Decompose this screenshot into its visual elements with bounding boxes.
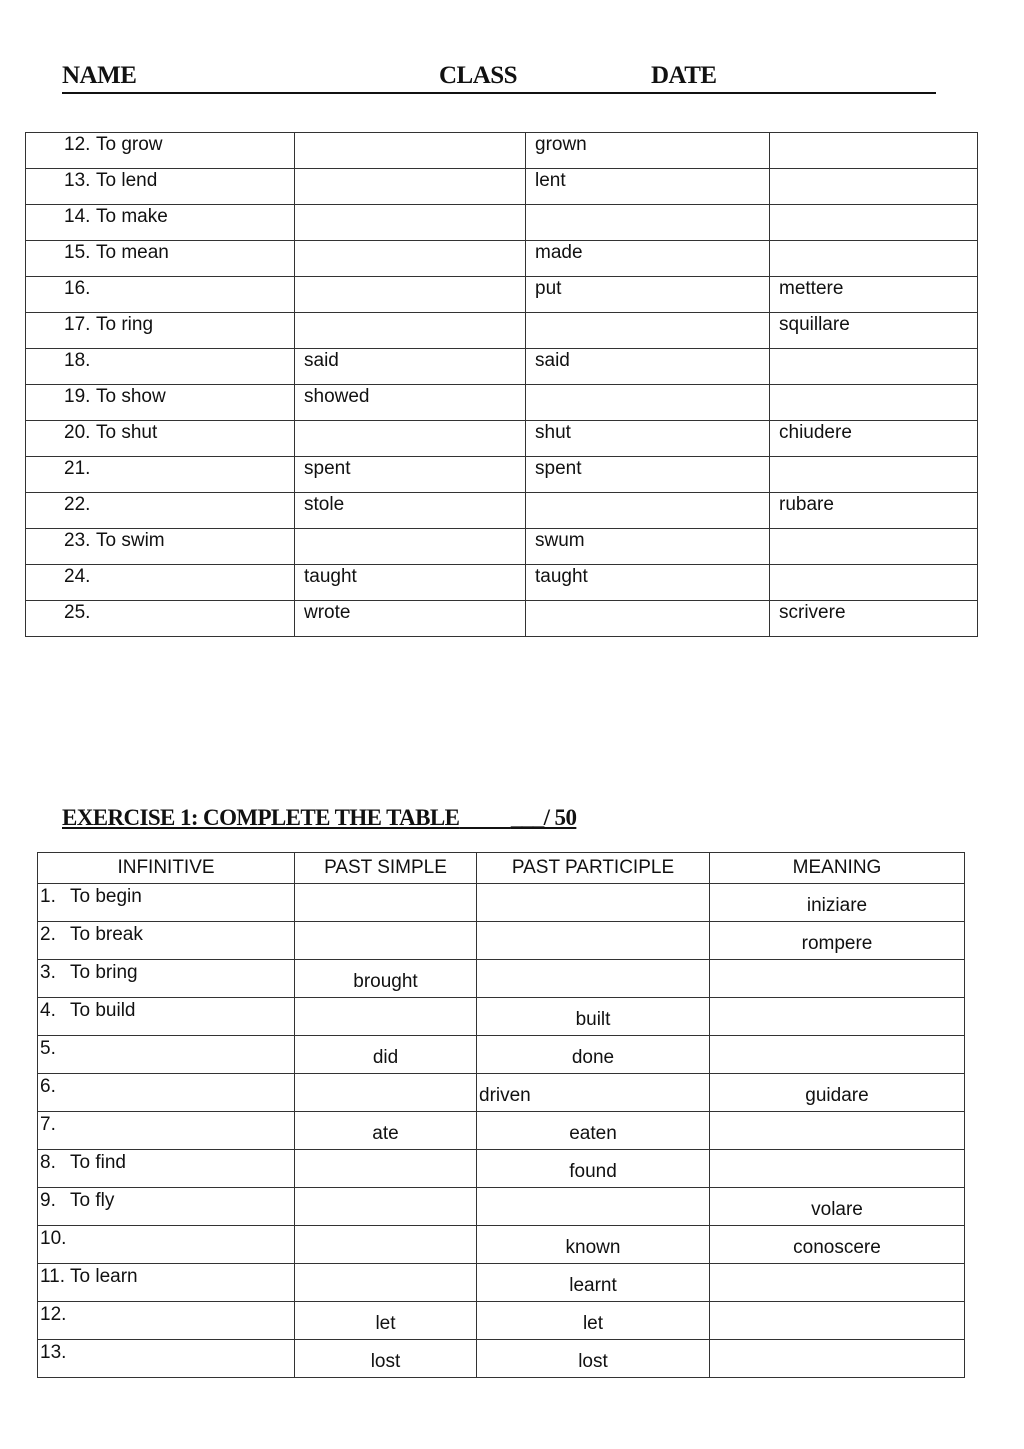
table-row xyxy=(26,277,978,313)
past-participle-text: known xyxy=(565,1237,621,1258)
infinitive-cell[interactable] xyxy=(38,1074,295,1112)
meaning-text: rubare xyxy=(779,494,834,515)
infinitive-entry xyxy=(40,962,138,984)
past-participle-cell[interactable] xyxy=(526,421,770,457)
past-participle-text: lost xyxy=(578,1351,608,1372)
meaning-text: conoscere xyxy=(793,1237,881,1258)
past-participle-cell[interactable] xyxy=(477,998,710,1036)
past-participle-cell[interactable] xyxy=(477,1150,710,1188)
meaning-cell[interactable] xyxy=(770,529,978,565)
table-row xyxy=(26,205,978,241)
infinitive-cell[interactable] xyxy=(38,884,295,922)
row-number: 21. xyxy=(64,458,91,479)
infinitive-text: To make xyxy=(96,206,168,227)
meaning-cell[interactable] xyxy=(710,1302,965,1340)
past-simple-cell[interactable] xyxy=(295,1150,477,1188)
row-number: 10. xyxy=(40,1228,67,1249)
past-simple-text: taught xyxy=(304,566,357,587)
table-row xyxy=(26,565,978,601)
meaning-cell[interactable] xyxy=(770,169,978,205)
past-participle-text: spent xyxy=(535,458,582,479)
past-simple-text: let xyxy=(375,1313,396,1334)
table-row xyxy=(38,1226,965,1264)
past-participle-text: found xyxy=(569,1161,617,1182)
past-simple-text: showed xyxy=(304,386,370,407)
meaning-text: guidare xyxy=(805,1085,869,1106)
table-row xyxy=(26,385,978,421)
infinitive-cell[interactable] xyxy=(38,960,295,998)
past-participle-text: taught xyxy=(535,566,588,587)
past-simple-cell[interactable] xyxy=(295,1188,477,1226)
past-participle-cell[interactable] xyxy=(526,205,770,241)
past-simple-cell[interactable] xyxy=(295,385,526,421)
row-number: 20. xyxy=(64,422,91,443)
infinitive-cell[interactable] xyxy=(38,1036,295,1074)
meaning-cell[interactable] xyxy=(710,1112,965,1150)
past-simple-cell[interactable] xyxy=(295,565,526,601)
row-number: 15. xyxy=(64,242,91,263)
past-simple-text: did xyxy=(372,1047,399,1068)
past-simple-cell[interactable] xyxy=(295,349,526,385)
past-participle-cell[interactable] xyxy=(477,1188,710,1226)
meaning-cell[interactable] xyxy=(710,1188,965,1226)
past-participle-cell[interactable] xyxy=(526,349,770,385)
meaning-text: scrivere xyxy=(779,602,846,623)
past-participle-cell[interactable] xyxy=(477,1036,710,1074)
row-number: 2. xyxy=(40,924,56,945)
past-participle-cell[interactable] xyxy=(526,277,770,313)
past-participle-text: built xyxy=(575,1009,611,1030)
past-simple-cell[interactable] xyxy=(295,922,477,960)
infinitive-cell[interactable] xyxy=(26,133,295,169)
meaning-cell[interactable] xyxy=(710,1074,965,1112)
meaning-cell[interactable] xyxy=(770,457,978,493)
row-number: 19. xyxy=(64,386,91,407)
past-participle-cell[interactable] xyxy=(477,1226,710,1264)
past-participle-text: put xyxy=(535,278,562,299)
row-number: 16. xyxy=(64,278,91,299)
infinitive-cell[interactable] xyxy=(38,1264,295,1302)
past-participle-text: lent xyxy=(535,170,566,191)
row-number: 17. xyxy=(64,314,91,335)
meaning-cell[interactable] xyxy=(710,998,965,1036)
row-number: 24. xyxy=(64,566,91,587)
past-participle-cell[interactable] xyxy=(526,565,770,601)
infinitive-cell[interactable] xyxy=(26,205,295,241)
past-simple-cell[interactable] xyxy=(295,1226,477,1264)
past-participle-cell[interactable] xyxy=(526,385,770,421)
row-number: 13. xyxy=(64,170,91,191)
row-number: 23. xyxy=(64,530,91,551)
header-past-simple: PAST SIMPLE xyxy=(295,853,477,884)
infinitive-cell[interactable] xyxy=(38,1112,295,1150)
past-participle-cell[interactable] xyxy=(526,313,770,349)
infinitive-text: To build xyxy=(70,1000,136,1021)
exercise-title xyxy=(62,805,576,831)
past-simple-cell[interactable] xyxy=(295,1112,477,1150)
row-number: 1. xyxy=(40,886,56,907)
row-number: 14. xyxy=(64,206,91,227)
past-participle-cell[interactable] xyxy=(477,1340,710,1378)
past-participle-cell[interactable] xyxy=(526,493,770,529)
exercise-score: ___/ 50 xyxy=(510,805,577,830)
past-participle-cell[interactable] xyxy=(526,169,770,205)
table-row xyxy=(26,421,978,457)
class-label: CLASS xyxy=(439,62,518,89)
meaning-cell[interactable] xyxy=(710,1226,965,1264)
past-participle-cell[interactable] xyxy=(526,601,770,637)
infinitive-text: To shut xyxy=(96,422,158,443)
past-participle-cell[interactable] xyxy=(477,1264,710,1302)
past-participle-cell[interactable] xyxy=(477,922,710,960)
infinitive-cell[interactable] xyxy=(38,1188,295,1226)
infinitive-text: To find xyxy=(70,1152,126,1173)
student-info-header xyxy=(62,60,936,94)
past-simple-text: said xyxy=(304,350,339,371)
infinitive-cell[interactable] xyxy=(38,922,295,960)
meaning-cell[interactable] xyxy=(770,205,978,241)
past-simple-cell[interactable] xyxy=(295,133,526,169)
exercise-title-text: EXERCISE 1: COMPLETE THE TABLE xyxy=(62,805,460,830)
infinitive-entry xyxy=(40,1114,70,1136)
infinitive-entry xyxy=(40,1038,70,1060)
past-simple-cell[interactable] xyxy=(295,1264,477,1302)
table-row xyxy=(38,998,965,1036)
past-simple-cell[interactable] xyxy=(295,169,526,205)
meaning-text: volare xyxy=(811,1199,863,1220)
past-simple-text: wrote xyxy=(304,602,351,623)
infinitive-cell[interactable] xyxy=(26,241,295,277)
meaning-cell[interactable] xyxy=(770,565,978,601)
past-simple-cell[interactable] xyxy=(295,421,526,457)
past-participle-text: grown xyxy=(535,134,587,155)
past-simple-cell[interactable] xyxy=(295,529,526,565)
infinitive-entry xyxy=(40,924,143,946)
past-simple-cell[interactable] xyxy=(295,277,526,313)
meaning-text: rompere xyxy=(801,933,873,954)
infinitive-text: To ring xyxy=(96,314,154,335)
past-simple-cell[interactable] xyxy=(295,601,526,637)
past-simple-text: stole xyxy=(304,494,345,515)
infinitive-text: To break xyxy=(70,924,143,945)
table-row xyxy=(38,1150,965,1188)
row-number: 12. xyxy=(64,134,91,155)
infinitive-entry xyxy=(40,886,142,908)
infinitive-cell[interactable] xyxy=(26,385,295,421)
infinitive-entry xyxy=(40,1000,136,1022)
infinitive-cell[interactable] xyxy=(38,998,295,1036)
past-simple-cell[interactable] xyxy=(295,1074,477,1112)
table-row xyxy=(38,922,965,960)
meaning-cell[interactable] xyxy=(770,385,978,421)
infinitive-cell[interactable] xyxy=(38,1302,295,1340)
table-row xyxy=(38,1340,965,1378)
infinitive-cell[interactable] xyxy=(38,1150,295,1188)
table-row xyxy=(26,601,978,637)
row-number: 9. xyxy=(40,1190,56,1211)
past-participle-cell[interactable] xyxy=(477,1074,710,1112)
past-participle-cell[interactable] xyxy=(526,457,770,493)
past-participle-cell[interactable] xyxy=(477,1302,710,1340)
infinitive-cell[interactable] xyxy=(26,565,295,601)
past-participle-cell[interactable] xyxy=(477,884,710,922)
past-simple-cell[interactable] xyxy=(295,1340,477,1378)
meaning-cell[interactable] xyxy=(710,1340,965,1378)
table-row xyxy=(26,241,978,277)
exercise-header-row xyxy=(38,853,965,884)
past-simple-cell[interactable] xyxy=(295,884,477,922)
meaning-cell[interactable] xyxy=(710,1264,965,1302)
infinitive-cell[interactable] xyxy=(26,313,295,349)
infinitive-cell[interactable] xyxy=(26,277,295,313)
past-participle-cell[interactable] xyxy=(477,960,710,998)
table-row xyxy=(26,493,978,529)
infinitive-text: To mean xyxy=(96,242,169,263)
exercise-table xyxy=(37,852,965,1378)
past-participle-text: made xyxy=(535,242,583,263)
table-row xyxy=(38,1036,965,1074)
header-meaning: MEANING xyxy=(710,853,965,884)
past-simple-cell[interactable] xyxy=(295,457,526,493)
infinitive-entry xyxy=(40,1266,138,1288)
past-participle-text: let xyxy=(582,1313,604,1334)
infinitive-text: To bring xyxy=(70,962,138,983)
meaning-text: mettere xyxy=(779,278,844,299)
meaning-cell[interactable] xyxy=(710,884,965,922)
table-row xyxy=(38,960,965,998)
row-number: 8. xyxy=(40,1152,56,1173)
infinitive-cell[interactable] xyxy=(26,457,295,493)
past-simple-text: lost xyxy=(370,1351,401,1372)
past-participle-text: done xyxy=(571,1047,615,1068)
meaning-cell[interactable] xyxy=(710,922,965,960)
infinitive-text: To begin xyxy=(70,886,142,907)
past-participle-text: driven xyxy=(479,1085,531,1106)
table-row xyxy=(38,1074,965,1112)
past-participle-text: swum xyxy=(535,530,585,551)
row-number: 13. xyxy=(40,1342,67,1363)
past-simple-cell[interactable] xyxy=(295,205,526,241)
row-number: 22. xyxy=(64,494,91,515)
past-simple-cell[interactable] xyxy=(295,313,526,349)
row-number: 6. xyxy=(40,1076,56,1097)
row-number: 3. xyxy=(40,962,56,983)
infinitive-cell[interactable] xyxy=(26,493,295,529)
past-simple-cell[interactable] xyxy=(295,1302,477,1340)
row-number: 12. xyxy=(40,1304,67,1325)
verb-table-continued xyxy=(25,132,978,637)
table-row xyxy=(38,1188,965,1226)
table-row xyxy=(38,1302,965,1340)
past-simple-text: ate xyxy=(372,1123,399,1144)
past-simple-cell[interactable] xyxy=(295,1036,477,1074)
row-number: 5. xyxy=(40,1038,56,1059)
infinitive-cell[interactable] xyxy=(38,1226,295,1264)
meaning-cell[interactable] xyxy=(770,421,978,457)
infinitive-text: To show xyxy=(96,386,166,407)
past-participle-text: shut xyxy=(535,422,571,443)
meaning-cell[interactable] xyxy=(710,960,965,998)
infinitive-cell[interactable] xyxy=(26,169,295,205)
meaning-text: chiudere xyxy=(779,422,852,443)
past-participle-cell[interactable] xyxy=(477,1112,710,1150)
table-row xyxy=(26,529,978,565)
past-simple-text: brought xyxy=(353,971,418,992)
table-row xyxy=(26,313,978,349)
infinitive-cell[interactable] xyxy=(26,529,295,565)
past-participle-cell[interactable] xyxy=(526,241,770,277)
name-label: NAME xyxy=(62,62,137,89)
infinitive-cell[interactable] xyxy=(26,421,295,457)
past-simple-text: spent xyxy=(304,458,351,479)
past-participle-text: learnt xyxy=(569,1275,617,1296)
infinitive-entry xyxy=(40,1304,70,1326)
meaning-text: squillare xyxy=(779,314,850,335)
meaning-cell[interactable] xyxy=(770,601,978,637)
row-number: 4. xyxy=(40,1000,56,1021)
row-number: 7. xyxy=(40,1114,56,1135)
past-simple-cell[interactable] xyxy=(295,241,526,277)
infinitive-entry xyxy=(40,1076,70,1098)
past-simple-cell[interactable] xyxy=(295,960,477,998)
past-simple-cell[interactable] xyxy=(295,493,526,529)
past-participle-text: said xyxy=(535,350,570,371)
infinitive-entry xyxy=(40,1228,70,1250)
table-row xyxy=(38,1264,965,1302)
infinitive-cell[interactable] xyxy=(38,1340,295,1378)
meaning-cell[interactable] xyxy=(770,493,978,529)
past-simple-cell[interactable] xyxy=(295,998,477,1036)
infinitive-cell[interactable] xyxy=(26,349,295,385)
infinitive-entry xyxy=(40,1342,70,1364)
infinitive-text: To grow xyxy=(96,134,163,155)
row-number: 25. xyxy=(64,602,91,623)
header-infinitive: INFINITIVE xyxy=(38,853,295,884)
row-number: 11. xyxy=(40,1266,66,1287)
infinitive-entry xyxy=(40,1152,126,1174)
infinitive-cell[interactable] xyxy=(26,601,295,637)
infinitive-text: To swim xyxy=(96,530,165,551)
infinitive-text: To lend xyxy=(96,170,158,191)
row-number: 18. xyxy=(64,350,91,371)
past-participle-text: eaten xyxy=(569,1123,617,1144)
table-row xyxy=(38,884,965,922)
table-row xyxy=(26,349,978,385)
past-participle-cell[interactable] xyxy=(526,133,770,169)
table-row xyxy=(38,1112,965,1150)
infinitive-text: To fly xyxy=(70,1190,115,1211)
meaning-cell[interactable] xyxy=(710,1036,965,1074)
table-row xyxy=(26,169,978,205)
meaning-text: iniziare xyxy=(806,895,868,916)
meaning-cell[interactable] xyxy=(770,241,978,277)
header-past-participle: PAST PARTICIPLE xyxy=(477,853,710,884)
meaning-cell[interactable] xyxy=(770,313,978,349)
table-row xyxy=(26,133,978,169)
infinitive-text: To learn xyxy=(70,1266,138,1287)
meaning-cell[interactable] xyxy=(770,349,978,385)
date-label: DATE xyxy=(651,62,717,89)
infinitive-entry xyxy=(40,1190,114,1212)
meaning-cell[interactable] xyxy=(710,1150,965,1188)
past-participle-cell[interactable] xyxy=(526,529,770,565)
meaning-cell[interactable] xyxy=(770,277,978,313)
meaning-cell[interactable] xyxy=(770,133,978,169)
table-row xyxy=(26,457,978,493)
